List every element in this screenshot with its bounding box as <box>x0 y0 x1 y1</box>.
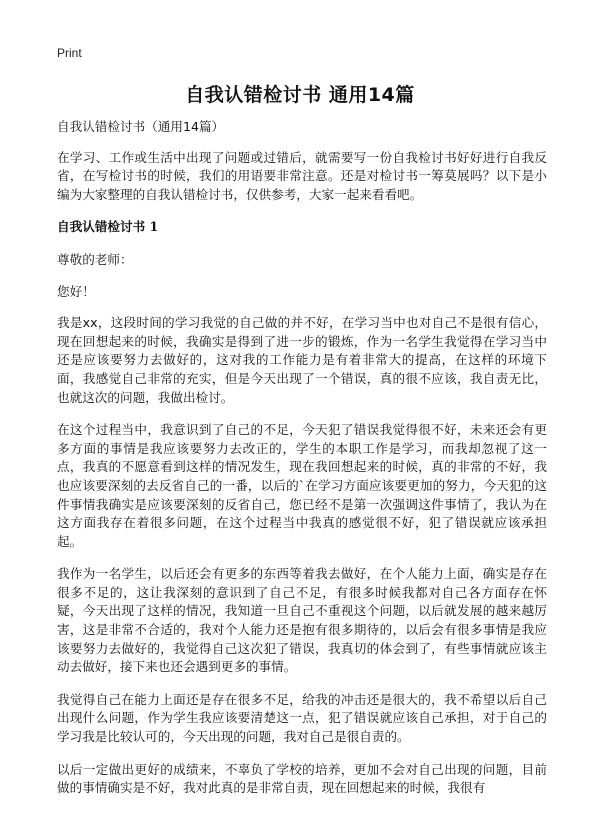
body-paragraph: 我觉得自己在能力上面还是存在很多不足，给我的冲击还是很大的，我不希望以后自己出现什么问题，作为学生我应该要清楚这一点，犯了错误就应该自己承担，对于自己的学习我是比较认可的，今天出现的问题，我对自己是很自责的。 <box>57 691 547 745</box>
body-paragraph: 在这个过程当中，我意识到了自己的不足，今天犯了错误我觉得很不好，未来还会有更多方面的事情是我应该要努力去改正的，学生的本职工作是学习，而我却忽视了这一点，我真的不愿意看到这样的情况发生，现在我回想起来的时候，真的非常的不好，我也应该要深刻的去反省自己的一番，以后的`在学习方面应该要更加的努力，今天犯的这件事情我确实是应该要深刻的反省自己，您已经不是第一次强调这件事情了，我认为在这方面我存在着很多问题，在这个过程当中我真的感觉很不好，犯了错误就应该承担起。 <box>57 422 547 549</box>
document-body <box>57 118 547 812</box>
page-title: 自我认错检讨书 通用14篇 <box>185 84 415 106</box>
document-subtitle: 自我认错检讨书（通用14篇） <box>57 119 225 134</box>
body-paragraph: 以后一定做出更好的成绩来，不辜负了学校的培养，更加不会对自己出现的问题，目前做的事情确实是不好，我对此真的是非常自责，现在回想起来的时候，我很有 <box>57 761 547 796</box>
body-paragraph: 我是xx，这段时间的学习我觉的自己做的并不好，在学习当中也对自己不是很有信心，现在回想起来的时候，我确实是得到了进一步的锻炼，作为一名学生我觉得在学习当中还是应该要努力去做好的，这对我的工作能力是有着非常大的提高，在这样的环境下面，我感觉自己非常的充实，但是今天出现了一个错误，真的很不应该，我自责无比，也就这次的问题，我做出检讨。 <box>57 315 547 405</box>
section-heading: 自我认错检讨书 1 <box>57 219 159 235</box>
print-label[interactable]: Print <box>57 46 82 60</box>
body-paragraph: 我作为一名学生，以后还会有更多的东西等着我去做好，在个人能力上面，确实是存在很多不足的，这让我深刻的意识到了自己不足，有很多时候我都对自己各方面存在怀疑，今天出现了这样的情况，我知道一旦自己不重视这个问题，以后就发展的越来越厉害，这是非常不合适的，我对个人能力还是抱有很多期待的，以后会有很多事情是我应该要努力去做好的，我觉得自己这次犯了错误，我真切的体会到了，有些事情就应该主动去做好，接下来也还会遇到更多的事情。 <box>57 566 547 675</box>
salutation: 尊敬的老师： <box>57 251 133 267</box>
intro-paragraph: 在学习、工作或生活中出现了问题或过错后，就需要写一份自我检讨书好好进行自我反省，在写检讨书的时候，我们的用语要非常注意。还是对检讨书一筹莫展吗？以下是小编为大家整理的自我认错检讨书，仅供参考，大家一起来看看吧。 <box>57 149 547 202</box>
greeting: 您好！ <box>57 283 95 299</box>
